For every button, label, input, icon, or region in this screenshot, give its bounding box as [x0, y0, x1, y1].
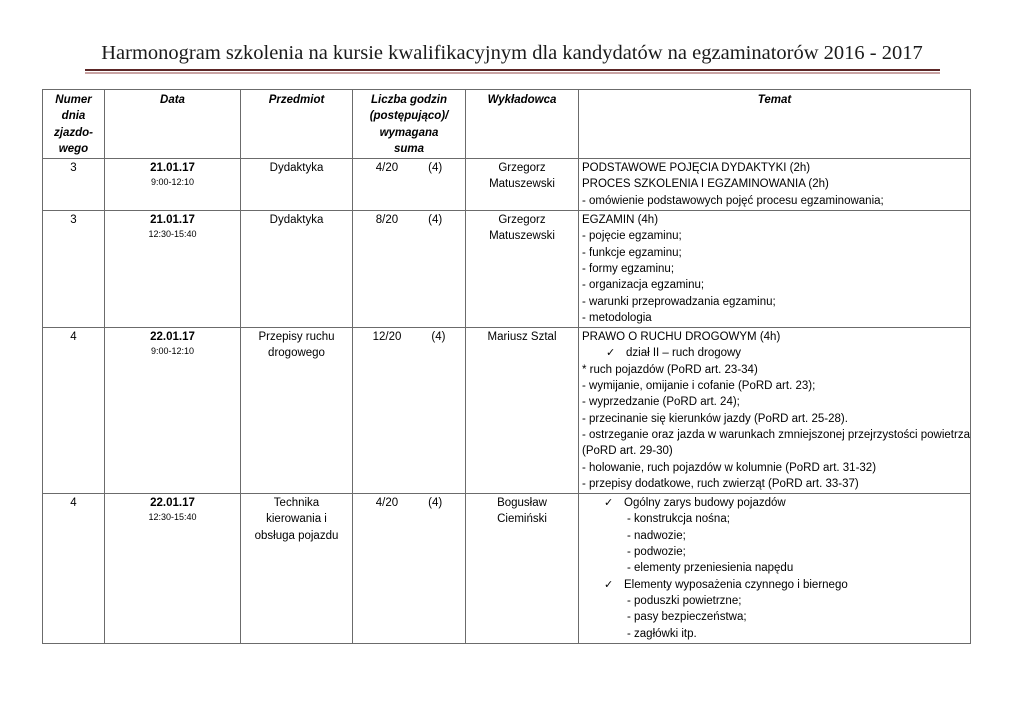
session-date: 22.01.17 [150, 331, 195, 344]
topic-subitem: - zagłówki itp. [627, 627, 697, 640]
subject-cell [241, 211, 353, 328]
lecturer-cell [466, 159, 579, 211]
header-lecturer: Wykładowca [466, 90, 579, 159]
subject-line: Przepisy ruchu [258, 331, 335, 344]
session-time: 9:00-12:10 [150, 346, 195, 357]
hours-sum: (4) [428, 162, 443, 175]
subject-line: obsługa pojazdu [254, 529, 339, 542]
lecturer-name-line: Ciemiński [497, 513, 547, 526]
table-row [43, 159, 971, 211]
session-time: 9:00-12:10 [150, 177, 195, 188]
topic-line: - przecinanie się kierunków jazdy (PoRD art. 25-28). [582, 412, 848, 425]
hours-progress: 12/20 [372, 331, 402, 344]
lecturer-name-line: Matuszewski [489, 178, 555, 191]
topic-line: - przepisy dodatkowe, ruch zwierząt (PoRD art. 33-37) [582, 477, 859, 490]
topic-line: - holowanie, ruch pojazdów w kolumnie (PoRD art. 31-32) [582, 461, 877, 474]
hours-sum: (4) [428, 214, 443, 227]
day-number-cell: 4 [43, 494, 105, 644]
subject-line: kierowania i [266, 513, 327, 526]
date-cell [105, 328, 241, 494]
topic-subitem: - pasy bezpieczeństwa; [627, 611, 747, 624]
lecturer-name-line: Matuszewski [489, 230, 555, 243]
topic-line: - wyprzedzanie (PoRD art. 24); [582, 396, 740, 409]
checkmark-icon: ✓ [604, 497, 614, 510]
day-number-cell: 4 [43, 328, 105, 494]
session-date: 22.01.17 [150, 497, 195, 510]
day-number-cell: 3 [43, 211, 105, 328]
topic-line: - formy egzaminu; [582, 262, 675, 275]
schedule-table [42, 89, 971, 644]
hours-progress: 4/20 [375, 162, 399, 175]
subject-cell [241, 159, 353, 211]
topic-cell [579, 328, 971, 494]
topic-line: PODSTAWOWE POJĘCIA DYDAKTYKI (2h) [582, 162, 811, 175]
topic-subitem: - nadwozie; [627, 529, 686, 542]
hours-sum: (4) [431, 331, 446, 344]
topic-line: - funkcje egzaminu; [582, 246, 682, 259]
lecturer-cell [466, 211, 579, 328]
hours-cell [353, 159, 466, 211]
topic-subitem: - konstrukcja nośna; [627, 513, 730, 526]
subject-line: Technika [273, 497, 320, 510]
table-row [43, 211, 971, 328]
topic-subitem: - elementy przeniesienia napędu [627, 562, 794, 575]
hours-progress: 4/20 [375, 497, 399, 510]
header-subject: Przedmiot [241, 90, 353, 159]
title-underline [85, 69, 940, 71]
checklist-item [582, 495, 967, 511]
topic-line: PRAWO O RUCHU DROGOWYM (4h) [582, 331, 781, 344]
header-row [43, 90, 971, 159]
title-underline-light [85, 72, 940, 74]
table-row [43, 494, 971, 644]
checklist-item [582, 577, 967, 593]
topic-line: - ostrzeganie oraz jazda w warunkach zmniejszonej przejrzystości powietrza [582, 428, 970, 441]
lecturer-name-line: Bogusław [497, 497, 547, 510]
subject-line: Dydaktyka [269, 214, 324, 227]
checklist-item-text: Elementy wyposażenia czynnego i biernego [624, 578, 848, 591]
topic-cell [579, 494, 971, 644]
day-number-cell: 3 [43, 159, 105, 211]
date-cell [105, 159, 241, 211]
session-time: 12:30-15:40 [148, 229, 197, 240]
subject-line: drogowego [268, 347, 325, 360]
lecturer-name-line: Mariusz Sztal [487, 331, 557, 344]
topic-line: (PoRD art. 29-30) [582, 445, 673, 458]
hours-sum: (4) [428, 497, 443, 510]
checklist-item [582, 345, 967, 361]
header-day: Numer dnia zjazdo- wego [43, 90, 105, 159]
header-topic: Temat [579, 90, 971, 159]
subject-cell [241, 328, 353, 494]
table-row [43, 328, 971, 494]
subject-cell [241, 494, 353, 644]
topic-line: - omówienie podstawowych pojęć procesu egzaminowania; [582, 194, 884, 207]
topic-line: - pojęcie egzaminu; [582, 230, 682, 243]
topic-line: - organizacja egzaminu; [582, 279, 705, 292]
topic-line: PROCES SZKOLENIA I EGZAMINOWANIA (2h) [582, 178, 829, 191]
topic-line: - wymijanie, omijanie i cofanie (PoRD art. 23); [582, 380, 816, 393]
topic-line: - warunki przeprowadzania egzaminu; [582, 295, 776, 308]
topic-subitem: - poduszki powietrzne; [627, 594, 742, 607]
lecturer-cell [466, 328, 579, 494]
lecturer-name-line: Grzegorz [498, 214, 546, 227]
checklist-item-text: dział II – ruch drogowy [626, 347, 742, 360]
session-date: 21.01.17 [150, 162, 195, 175]
page-title: Harmonogram szkolenia na kursie kwalifikacyjnym dla kandydatów na egzaminatorów 2016 - 2017 [101, 42, 923, 64]
lecturer-cell [466, 494, 579, 644]
topic-line: EGZAMIN (4h) [582, 214, 659, 227]
session-time: 12:30-15:40 [148, 512, 197, 523]
date-cell [105, 211, 241, 328]
header-date: Data [105, 90, 241, 159]
lecturer-name-line: Grzegorz [498, 162, 546, 175]
date-cell [105, 494, 241, 644]
hours-cell [353, 494, 466, 644]
checklist-item-text: Ogólny zarys budowy pojazdów [624, 497, 786, 510]
hours-cell [353, 328, 466, 494]
hours-cell [353, 211, 466, 328]
topic-line: - metodologia [582, 311, 652, 324]
topic-subitem: - podwozie; [627, 546, 686, 559]
hours-progress: 8/20 [375, 214, 399, 227]
topic-cell [579, 159, 971, 211]
checkmark-icon: ✓ [604, 578, 614, 591]
session-date: 21.01.17 [150, 214, 195, 227]
checkmark-icon: ✓ [606, 347, 616, 360]
topic-line: * ruch pojazdów (PoRD art. 23-34) [582, 363, 758, 376]
topic-cell [579, 211, 971, 328]
header-hours: Liczba godzin (postępująco)/ wymagana suma [353, 90, 466, 159]
subject-line: Dydaktyka [269, 162, 324, 175]
